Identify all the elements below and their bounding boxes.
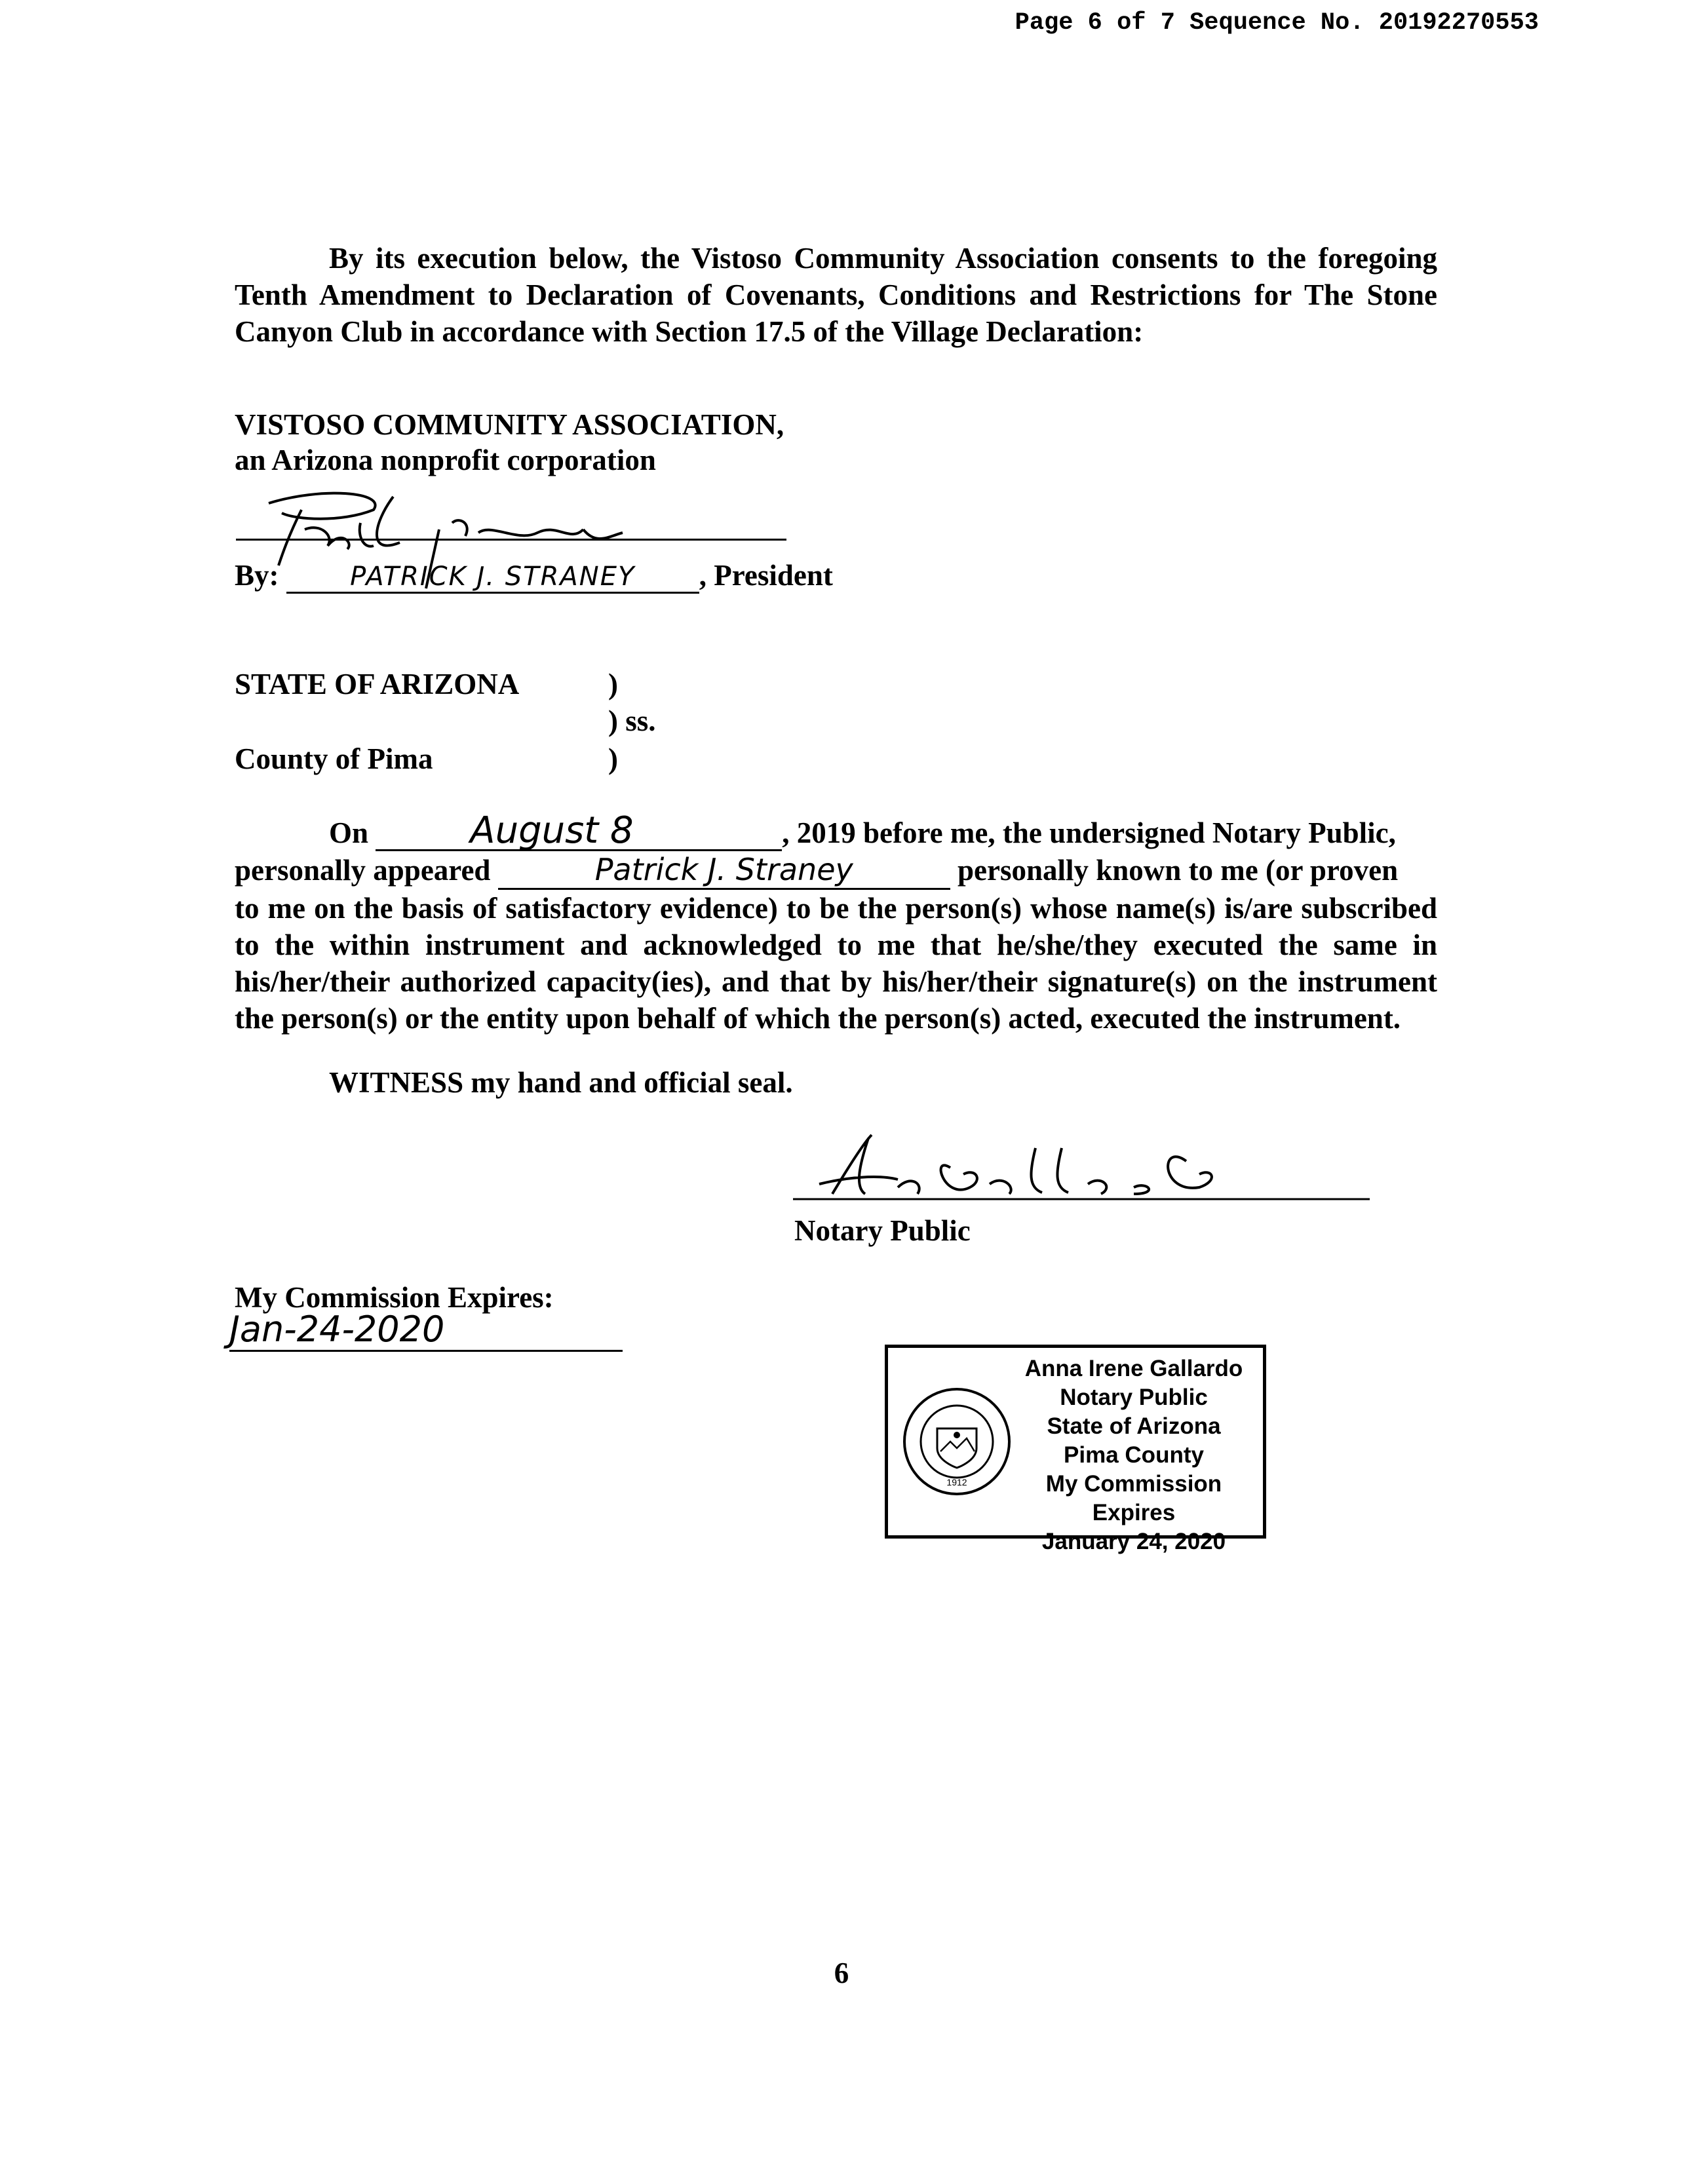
printed-name: PATRICK J. STRANEY — [286, 562, 699, 594]
stamp-line-3: State of Arizona — [1047, 1413, 1221, 1439]
commission-label: My Commission Expires: — [235, 1281, 554, 1314]
president-title: , President — [699, 559, 833, 592]
association-name: VISTOSO COMMUNITY ASSOCIATION, — [235, 408, 784, 441]
date-handwritten: August 8 — [376, 813, 782, 851]
consent-text: By its execution below, the Vistoso Community Association consents to the foregoing Tenth Amendment to Declaration of Covenants, Conditions and Restrictions for The Stone Canyon Club in accordance with Section 17.5 of the Village Declaration: — [235, 242, 1437, 348]
president-signature — [242, 484, 688, 628]
state-seal-icon — [901, 1386, 1013, 1497]
state-line: STATE OF ARIZONA — [235, 668, 520, 700]
witness-line: WITNESS my hand and official seal. — [329, 1066, 793, 1099]
notary-public-label: Notary Public — [794, 1214, 971, 1247]
appeared-label: personally appeared — [235, 854, 491, 887]
seal-year: 1912 — [946, 1477, 967, 1487]
venue-paren-3: ) — [608, 742, 618, 775]
by-line — [235, 558, 833, 594]
signature-line-top — [236, 539, 786, 541]
page-number: 6 — [834, 1957, 849, 1989]
stamp-text — [1006, 1354, 1262, 1556]
consent-paragraph — [235, 240, 1437, 350]
by-label: By: — [235, 559, 279, 592]
stamp-line-2: Notary Public — [1060, 1385, 1208, 1410]
on-label: On — [329, 816, 369, 849]
venue-paren-1: ) — [608, 668, 618, 700]
notary-signature — [793, 1122, 1370, 1214]
notary-stamp — [885, 1345, 1266, 1554]
association-description: an Arizona nonprofit corporation — [235, 444, 656, 476]
stamp-line-5: My Commission Expires — [1045, 1471, 1222, 1525]
county-line: County of Pima — [235, 742, 433, 775]
venue-ss: ) ss. — [608, 704, 656, 737]
stamp-line-1: Anna Irene Gallardo — [1024, 1356, 1243, 1381]
after-person-text: personally known to me (or proven — [957, 854, 1399, 887]
person-handwritten: Patrick J. Straney — [498, 851, 950, 890]
stamp-line-6: January 24, 2020 — [1041, 1529, 1226, 1554]
notary-paragraph — [235, 809, 1437, 1037]
stamp-line-4: Pima County — [1064, 1442, 1204, 1468]
notary-paragraph-rest: to me on the basis of satisfactory evidence) to be the person(s) whose name(s) is/are subscribed to the within instrument and acknowledged to me that he/she/they executed the same in his/her/their authorized capacity(ies), and that by his/her/their signature(s) on the instrument the person(s) or the entity upon behalf of which the person(s) acted, executed the instrument. — [235, 892, 1437, 1035]
association-block — [235, 408, 784, 477]
page-header: Page 6 of 7 Sequence No. 20192270553 — [1015, 9, 1539, 37]
commission-handwritten: Jan-24-2020 — [229, 1309, 623, 1352]
after-date-text: , 2019 before me, the undersigned Notary Public, — [782, 816, 1396, 849]
